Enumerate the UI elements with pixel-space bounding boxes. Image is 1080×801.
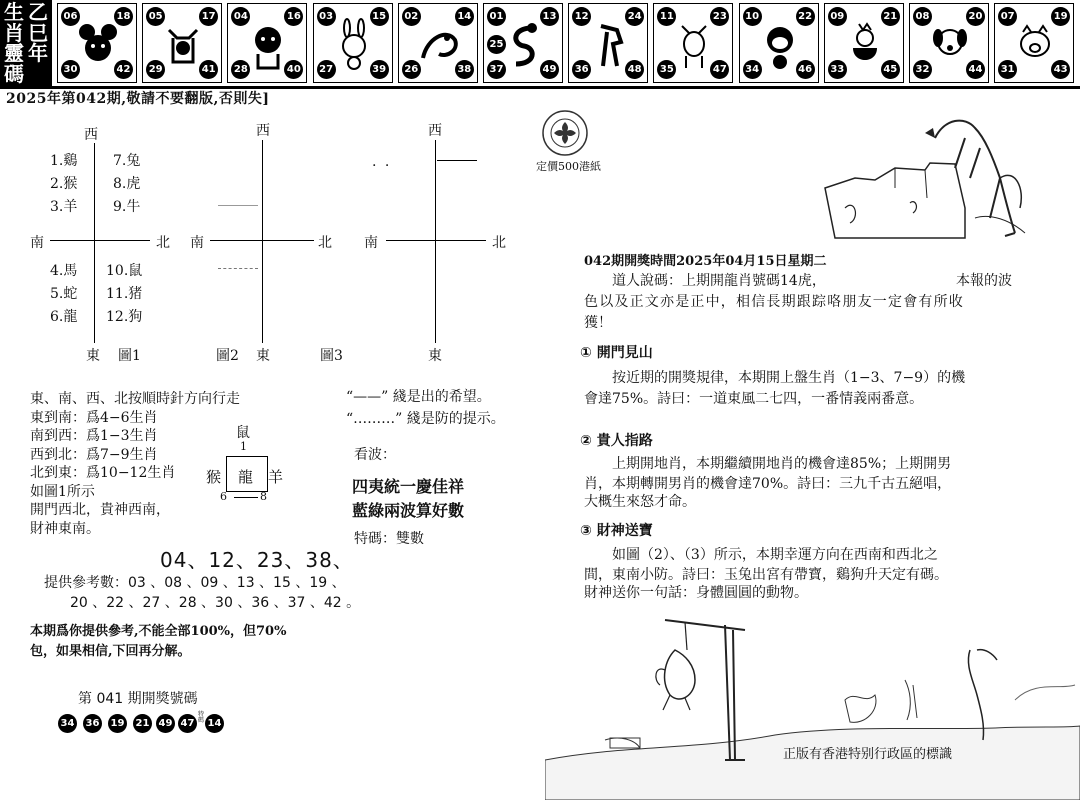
rule-line: 南到西：爲1−3生肖: [30, 428, 158, 444]
title-char: 乙: [28, 0, 48, 24]
rule-line: 東、南、西、北按順時針方向行走: [30, 391, 240, 407]
zodiac-number-ball: 10: [743, 7, 762, 26]
result-ball: 36: [83, 714, 102, 733]
diagram1-south: 南: [30, 235, 44, 251]
diagram3-south: 南: [364, 235, 378, 251]
diagram1-item: 5.蛇: [50, 286, 78, 302]
diagram2-south: 南: [190, 235, 204, 251]
section-1-line: 按近期的開獎規律，本期開上盤生肖（1−3、7−9）的機: [612, 370, 966, 386]
intro-line-1: 道人說碼：上期開龍肖號碼14虎，: [612, 273, 826, 289]
disclaimer-line-2: 包，如果相信,下回再分解。: [30, 644, 191, 659]
rule-line: 東到南：爲4−6生肖: [30, 409, 158, 426]
main-numbers: 04、12、23、38、: [160, 548, 354, 572]
zodiac-number-ball: 37: [487, 60, 506, 79]
zodiac-number-ball: 29: [146, 60, 165, 79]
section-3-line: 如圖（2）、（3）所示，本期幸運方向在西南和西北之: [612, 547, 938, 563]
zodiac-number-ball: 34: [743, 60, 762, 79]
section-2-heading: ② 貴人指路: [580, 433, 653, 449]
diagram3-west: 西: [428, 123, 442, 139]
legend-dotted: “………” 綫是防的提示。: [346, 411, 505, 427]
legend-solid: “——” 綫是出的希望。: [346, 389, 491, 405]
rooster-icon: [843, 18, 887, 70]
zodiac-number-ball: 07: [998, 7, 1017, 26]
zodiac-number-ball: 23: [710, 7, 729, 26]
zodiac-number-ball: 02: [402, 7, 421, 26]
rabbit-icon: [332, 18, 376, 70]
zodiac-number-ball: 47: [710, 60, 729, 79]
diagram2-guard-line: [218, 268, 258, 269]
section-1-line: 會達75%。詩曰：一道東風二七四，一番情義兩番意。: [584, 391, 924, 407]
diagram2-vertical-line: [262, 140, 263, 343]
hksar-emblem-icon: [540, 108, 590, 158]
zodiac-strip: [0, 0, 1080, 89]
zodiac-number-ball: 25: [487, 35, 506, 54]
wave-line-2: 藍綠兩波算好數: [352, 501, 465, 520]
zodiac-number-ball: 42: [114, 60, 133, 79]
zodiac-number-ball: 15: [370, 7, 389, 26]
zodiac-number-ball: 04: [231, 7, 250, 26]
diagram1-item: 9.牛: [113, 199, 141, 215]
zodiac-number-ball: 06: [61, 7, 80, 26]
horse-illustration-icon: [815, 108, 1030, 248]
diagram1-label: 圖1: [118, 348, 141, 364]
dog-icon: [928, 18, 972, 70]
mini-top-num: 1: [240, 440, 247, 453]
zodiac-number-ball: 14: [455, 7, 474, 26]
diagram1-item: 7.兔: [113, 153, 141, 169]
title-char: 靈: [4, 41, 24, 65]
zodiac-number-ball: 28: [231, 60, 250, 79]
diagram1-item: 8.虎: [113, 176, 141, 192]
zodiac-number-ball: 31: [998, 60, 1017, 79]
draw-time: 042期開獎時間2025年04月15日星期二: [584, 254, 827, 269]
snake-icon: [502, 18, 546, 70]
diagram1-top-left-list: [50, 150, 77, 219]
zodiac-number-ball: 30: [61, 60, 80, 79]
price-label: 定價500港紙: [536, 160, 601, 173]
zodiac-number-ball: 18: [114, 7, 133, 26]
zodiac-number-ball: 13: [540, 7, 559, 26]
diagram1-horizontal-line: [50, 240, 150, 241]
diagram3-dots: . .: [372, 154, 392, 170]
reference-line-1: 提供參考數：03 、08 、09 、13 、15 、19 、: [44, 575, 346, 591]
zodiac-number-ball: 20: [966, 7, 985, 26]
zodiac-panel-tiger: [227, 3, 307, 83]
title-char: 碼: [4, 61, 24, 86]
diagram1-item: 3.羊: [50, 199, 78, 215]
wave-line-1: 四夷統一慶佳祥: [352, 477, 465, 496]
title-block: [0, 0, 52, 86]
section-3-line: 財神送你一句話：身體圓圓的動物。: [584, 585, 808, 601]
zodiac-number-ball: 24: [625, 7, 644, 26]
diagram3-label: 圖3: [320, 348, 343, 364]
diagram1-bottom-left-list: [50, 260, 77, 329]
dragon-icon: [417, 18, 461, 70]
zodiac-number-ball: 26: [402, 60, 421, 79]
title-char: 生: [4, 0, 24, 24]
disclaimer-line-1: 本期爲你提供參考,不能全部100%，但70%: [30, 624, 287, 639]
zodiac-number-ball: 12: [572, 7, 591, 26]
zodiac-number-ball: 41: [199, 60, 218, 79]
result-ball: 21: [133, 714, 152, 733]
footer-note: 正版有香港特别行政區的標識: [783, 747, 953, 762]
mini-right: 羊: [268, 468, 284, 486]
zodiac-panel-snake: [483, 3, 563, 83]
section-2-line: 上期開地肖，本期繼續開地肖的機會達85%；上期開男: [612, 456, 952, 472]
mini-bottom-line: [234, 497, 258, 498]
zodiac-number-ball: 27: [317, 60, 336, 79]
diagram1-top-right-list: [113, 150, 140, 219]
zodiac-number-ball: 11: [657, 7, 676, 26]
rule-line: 財神東南。: [30, 520, 100, 537]
zodiac-number-ball: 40: [284, 60, 303, 79]
zodiac-number-ball: 17: [199, 7, 218, 26]
diagram1-item: 2.猴: [50, 176, 78, 192]
ox-icon: [161, 18, 205, 70]
section-3-heading: ③ 財神送寶: [580, 523, 653, 539]
zodiac-panel-dragon: [398, 3, 478, 83]
diagram2-horizontal-line: [210, 240, 314, 241]
result-ball: 34: [58, 714, 77, 733]
zodiac-number-ball: 44: [966, 60, 985, 79]
zodiac-panel-dog: [909, 3, 989, 83]
zodiac-number-ball: 03: [317, 7, 336, 26]
diagram1-vertical-line: [94, 143, 95, 343]
zodiac-number-ball: 49: [540, 60, 559, 79]
diagram2-west: 西: [256, 123, 270, 139]
zodiac-number-ball: 19: [1051, 7, 1070, 26]
diagram3-horizontal-line: [386, 240, 486, 241]
diagram1-item: 10.鼠: [106, 263, 143, 279]
zodiac-panel-rooster: [824, 3, 904, 83]
rule-line: 北到東：爲10−12生肖: [30, 465, 176, 481]
mouse-icon: [76, 18, 120, 70]
diagram3-north: 北: [492, 235, 506, 251]
zodiac-panel-ox: [142, 3, 222, 83]
scenery-illustration-icon: [545, 610, 1080, 800]
zodiac-panel-horse: [568, 3, 648, 83]
zodiac-number-ball: 22: [796, 7, 815, 26]
result-ball: 49: [156, 714, 175, 733]
zodiac-panel-pig: [994, 3, 1074, 83]
intro-line-3: 獲！: [584, 315, 612, 331]
zodiac-number-ball: 16: [284, 7, 303, 26]
diagram1-west: 西: [84, 127, 98, 143]
zodiac-number-ball: 38: [455, 60, 474, 79]
issue-line: 2025年第042期,敬請不要翻版,否則失]: [6, 91, 270, 107]
section-1-heading: ① 開門見山: [580, 345, 653, 361]
zodiac-number-ball: 09: [828, 7, 847, 26]
horse-icon: [587, 18, 631, 70]
monkey-icon: [758, 18, 802, 70]
special-label: 特碼: [198, 711, 205, 724]
result-ball: 19: [108, 714, 127, 733]
diagram2-hope-line: [218, 205, 258, 206]
zodiac-panel-mouse: [57, 3, 137, 83]
section-2-line: 肖，本期轉開男肖的機會達70%。詩曰：三九千古五絕唱，: [584, 476, 952, 492]
title-char: 年: [28, 41, 48, 65]
rule-line: 開門西北，貴神西南，: [30, 502, 170, 518]
diagram1-item: 11.猪: [106, 286, 143, 302]
zodiac-number-ball: 46: [796, 60, 815, 79]
zodiac-number-ball: 43: [1051, 60, 1070, 79]
rule-line: 如圖1所示: [30, 483, 95, 500]
zodiac-panel-monkey: [739, 3, 819, 83]
diagram2-north: 北: [318, 235, 332, 251]
mini-left-num: 6: [220, 490, 227, 503]
title-char: 肖: [4, 20, 24, 45]
zodiac-number-ball: 35: [657, 60, 676, 79]
diagram1-item: 12.狗: [106, 309, 143, 325]
diagram3-vertical-line: [435, 140, 436, 343]
special-code-note: 特碼：雙數: [354, 531, 424, 547]
zodiac-number-ball: 05: [146, 7, 165, 26]
last-result-title: 第 041 期開獎號碼: [78, 691, 198, 707]
zodiac-number-ball: 33: [828, 60, 847, 79]
zodiac-number-ball: 01: [487, 7, 506, 26]
intro-line-2: 色以及正文亦是正中，相信長期跟踪咯朋友一定會有所收: [584, 294, 964, 310]
title-char: 巳: [28, 20, 48, 45]
diagram1-item: 1.鷄: [50, 153, 78, 169]
section-2-line: 大概生來怒才命。: [584, 494, 696, 510]
section-3-line: 間，東南小防。詩曰：玉兔出宮有帶寶，鷄狗升天定有碼。: [584, 567, 948, 583]
goat-icon: [672, 18, 716, 70]
pig-icon: [1013, 18, 1057, 70]
zodiac-number-ball: 36: [572, 60, 591, 79]
mini-center: 龍: [238, 468, 254, 486]
zodiac-number-ball: 48: [625, 60, 644, 79]
zodiac-panel-goat: [653, 3, 733, 83]
diagram3-hope-line: [437, 160, 477, 161]
special-ball: 14: [205, 714, 224, 733]
zodiac-number-ball: 32: [913, 60, 932, 79]
diagram2-label: 圖2: [216, 348, 239, 364]
diagram1-item: 6.龍: [50, 309, 78, 325]
diagram1-bottom-right-list: [106, 260, 142, 329]
reference-line-2: 20 、22 、27 、28 、30 、36 、37 、42 。: [70, 595, 361, 611]
rules-text: [30, 390, 240, 538]
zodiac-number-ball: 08: [913, 7, 932, 26]
diagram1-north: 北: [156, 235, 170, 251]
result-ball: 47: [178, 714, 197, 733]
diagram2-east: 東: [256, 348, 270, 364]
diagram1-item: 4.馬: [50, 263, 78, 279]
zodiac-number-ball: 39: [370, 60, 389, 79]
diagram1-east: 東: [86, 348, 100, 364]
mini-left: 猴: [206, 468, 222, 486]
rule-line: 西到北：爲7−9生肖: [30, 446, 158, 463]
zodiac-number-ball: 21: [881, 7, 900, 26]
intro-line-1-right: 本報的波: [956, 273, 1012, 289]
mini-right-num: 8: [260, 490, 267, 503]
tiger-icon: [246, 18, 290, 70]
mini-top: 鼠: [236, 425, 250, 441]
zodiac-number-ball: 45: [881, 60, 900, 79]
wave-label: 看波：: [354, 447, 396, 463]
zodiac-panel-rabbit: [313, 3, 393, 83]
diagram3-east: 東: [428, 348, 442, 364]
